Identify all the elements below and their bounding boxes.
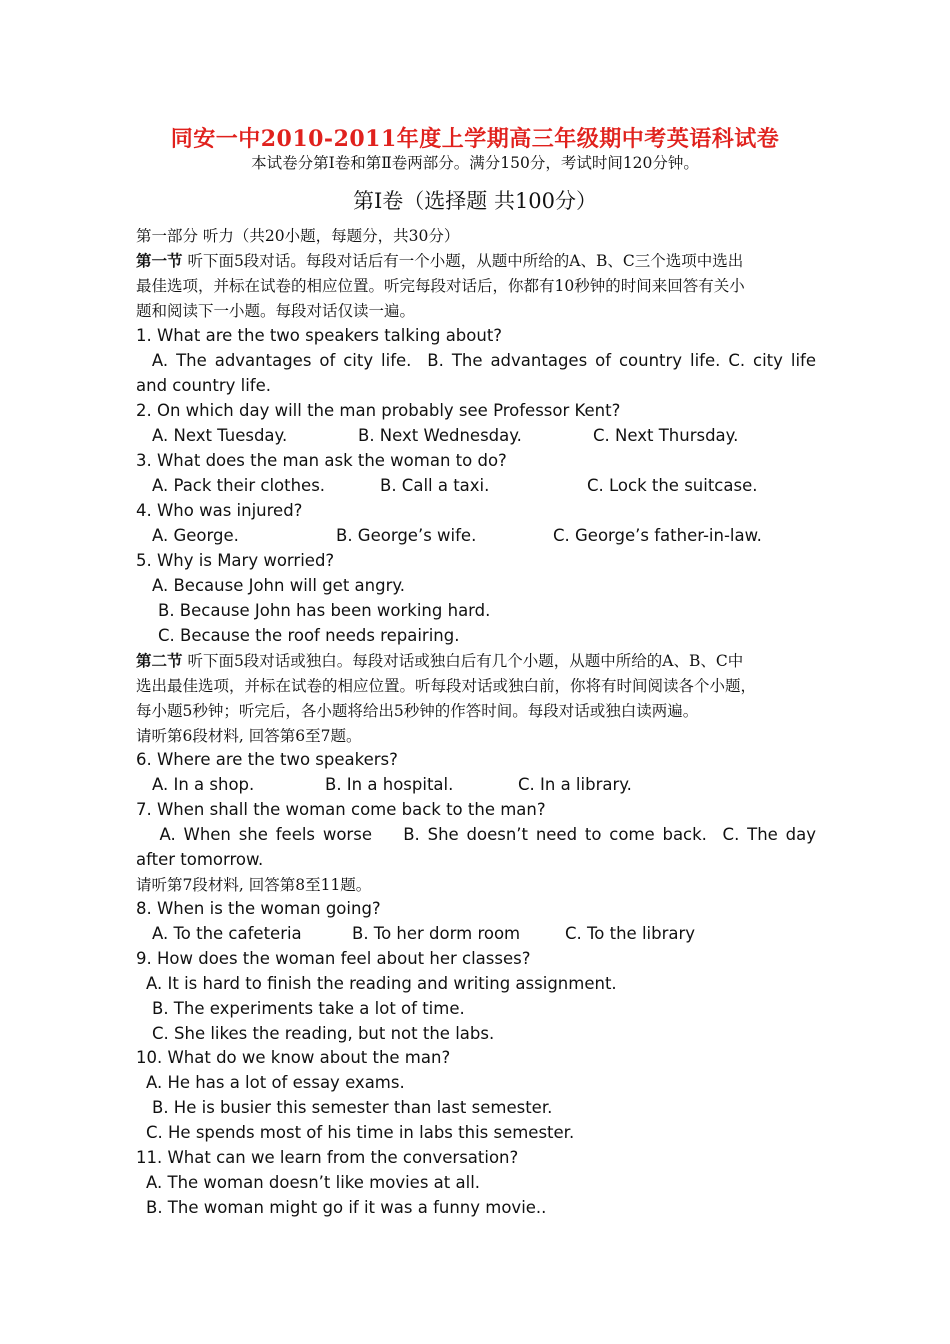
q6-option-b: B. In a hospital. [325, 775, 454, 794]
question-3: 3. What does the man ask the woman to do? [136, 451, 507, 470]
q5-option-c: C. Because the roof needs repairing. [158, 626, 460, 645]
q5-option-a: A. Because John will get angry. [152, 576, 406, 595]
q8-option-a: A. To the cafeteria [152, 924, 302, 943]
q1-options-line-2: and country life. [136, 376, 272, 395]
question-11: 11. What can we learn from the conversation? [136, 1148, 519, 1167]
question-1: 1. What are the two speakers talking about? [136, 326, 503, 345]
sec1-text: 听下面5段对话。每段对话后有一个小题，从题中所给的A、B、C三个选项中选出 [182, 252, 744, 270]
q5-option-b: B. Because John has been working hard. [158, 601, 491, 620]
q9-option-a: A. It is hard to finish the reading and writing assignment. [146, 974, 617, 993]
q10-option-a: A. He has a lot of essay exams. [146, 1073, 405, 1092]
question-10: 10. What do we know about the man? [136, 1048, 451, 1067]
q11-option-b: B. The woman might go if it was a funny movie.. [146, 1198, 547, 1217]
sec1-line-3: 题和阅读下一小题。每段对话仅读一遍。 [136, 302, 416, 320]
q8-option-b: B. To her dorm room [352, 924, 521, 943]
q6-option-c: C. In a library. [518, 775, 632, 794]
sec1-label: 第一节 [136, 251, 183, 270]
q1-options-line-1: A. The advantages of city life. B. The advantages of country life. C. city life [136, 351, 816, 370]
part1-heading: 第一部分 听力（共20小题，每题分，共30分） [136, 227, 460, 245]
question-4: 4. Who was injured? [136, 501, 303, 520]
sec2-line-2: 选出最佳选项，并标在试卷的相应位置。听每段对话或独白前，你将有时间阅读各个小题， [136, 677, 757, 695]
q2-option-a: A. Next Tuesday. [152, 426, 288, 445]
question-6: 6. Where are the two speakers? [136, 750, 398, 769]
sec2-line-1 [136, 651, 816, 671]
q11-option-a: A. The woman doesn’t like movies at all. [146, 1173, 481, 1192]
listen-instruction-7: 请听第7段材料, 回答第8至11题。 [136, 876, 372, 894]
q7-options-line-1: A. When she feels worse B. She doesn’t need to come back. C. The day [136, 825, 816, 844]
sec2-line-3: 每小题5秒钟；听完后，各小题将给出5秒钟的作答时间。每段对话或独白读两遍。 [136, 702, 699, 720]
sec1-line-1 [136, 251, 816, 271]
question-9: 9. How does the woman feel about her classes? [136, 949, 531, 968]
listen-instruction-6: 请听第6段材料, 回答第6至7题。 [136, 727, 362, 745]
q3-option-c: C. Lock the suitcase. [587, 476, 758, 495]
q4-option-a: A. George. [152, 526, 239, 545]
q9-option-b: B. The experiments take a lot of time. [152, 999, 465, 1018]
sec2-label: 第二节 [136, 651, 183, 670]
section-heading: 第Ⅰ卷（选择题 共100分） [352, 189, 598, 213]
q10-option-b: B. He is busier this semester than last semester. [152, 1098, 553, 1117]
q3-option-b: B. Call a taxi. [380, 476, 490, 495]
q10-option-c: C. He spends most of his time in labs this semester. [146, 1123, 575, 1142]
q4-option-b: B. George’s wife. [336, 526, 477, 545]
q6-option-a: A. In a shop. [152, 775, 255, 794]
q2-option-c: C. Next Thursday. [593, 426, 739, 445]
question-8: 8. When is the woman going? [136, 899, 381, 918]
q3-option-a: A. Pack their clothes. [152, 476, 326, 495]
sec2-text: 听下面5段对话或独白。每段对话或独白后有几个小题，从题中所给的A、B、C中 [182, 652, 744, 670]
q4-option-c: C. George’s father-in-law. [553, 526, 762, 545]
question-2: 2. On which day will the man probably see Professor Kent? [136, 401, 621, 420]
question-7: 7. When shall the woman come back to the man? [136, 800, 546, 819]
q7-options-line-2: after tomorrow. [136, 850, 264, 869]
exam-subtitle: 本试卷分第Ⅰ卷和第Ⅱ卷两部分。满分150分，考试时间120分钟。 [251, 154, 699, 172]
q9-option-c: C. She likes the reading, but not the labs. [152, 1024, 495, 1043]
question-5: 5. Why is Mary worried? [136, 551, 335, 570]
sec1-line-2: 最佳选项，并标在试卷的相应位置。听完每段对话后，你都有10秒钟的时间来回答有关小 [136, 277, 745, 295]
exam-title: 同安一中2010-2011年度上学期高三年级期中考英语科试卷 [170, 126, 780, 152]
q2-option-b: B. Next Wednesday. [358, 426, 522, 445]
q8-option-c: C. To the library [565, 924, 696, 943]
